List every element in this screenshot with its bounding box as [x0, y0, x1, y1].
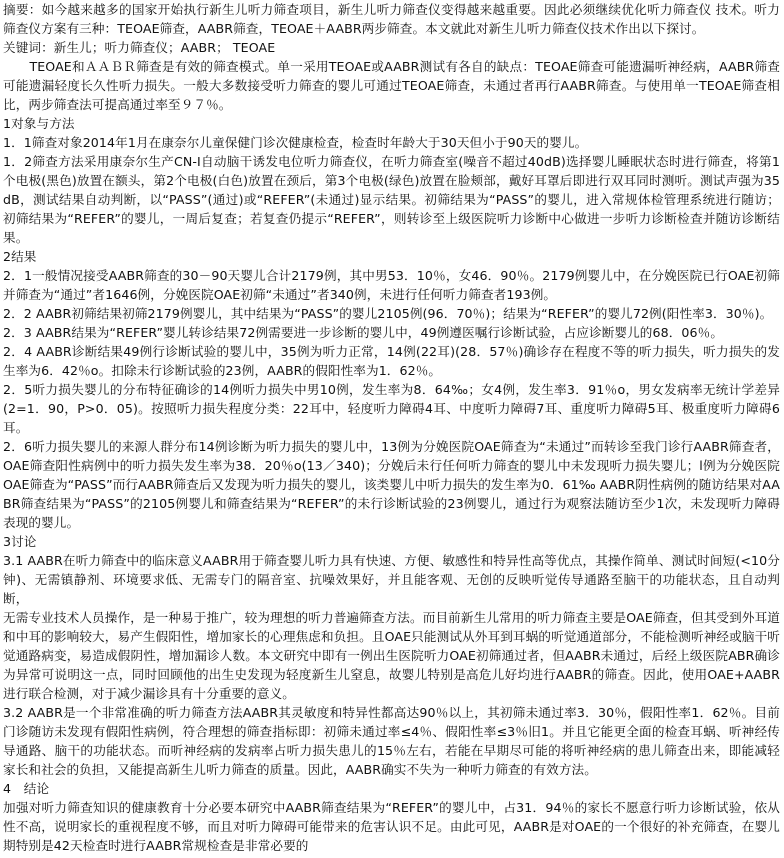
keywords-label: 关键词：: [3, 40, 54, 55]
section-heading-methods: 1对象与方法: [3, 116, 75, 131]
paragraph: 1．1筛查对象2014年1月在康奈尔儿童保健门诊次健康检查，检查时年龄大于30天但小于90天的婴儿。: [3, 135, 588, 150]
keywords: [3, 38, 780, 57]
abstract: [3, 0, 780, 38]
paragraph: 2．5听力损失婴儿的分布特征确诊的14例听力损失中男10例，发生率为8．64‰；女4例，发生率3．91％o，男女发病率无统计学差异(2=1．90，P>0．05)。按照听力损失程度分类：22耳中，轻度听力障碍4耳、中度听力障碍7耳、重度听力障碍5耳、极重度听力障碍6耳。: [3, 382, 780, 435]
paragraph: 无需专业技术人员操作，是一种易于推广，较为理想的听力普遍筛查方法。而目前新生儿常用的听力筛查主要是OAE筛查，但其受到外耳道和中耳的影响较大，易产生假阳性，增加家长的心理焦虑和负担。且OAE只能测试从外耳到耳蜗的听觉通道部分，不能检测听神经或脑干听觉通路病变，易造成假阴性，增加漏诊人数。本文研究中即有一例出生医院听力OAE初筛通过者，但AABR未通过，后经上级医院ABR确诊为异常可说明这一点，同时回顾他的出生史发现为轻度新生儿窒息，故婴儿特别是高危儿好均进行AABR的筛查。因此，使用OAE+AABR进行联合检测，对于减少漏诊具有十分重要的意义。: [3, 610, 780, 701]
intro-paragraph: TEOAE和ＡＡＢＲ筛查是有效的筛查模式。单一采用TEOAE或AABR测试有各自的缺点：TEOAE筛查可能遗漏听神经病，AABR筛查可能遗漏轻度长久性听力损失。一般大多数接受听力筛查的婴儿可通过TEOAE筛查，未通过者再行AABR筛查。与使用单一TEOAE筛查相比，两步筛查法可提高通过率至９７％。: [3, 59, 780, 112]
paragraph: 2．6听力损失婴儿的来源人群分布14例诊断为听力损失的婴儿中，13例为分娩医院OAE筛查为“未通过”而转诊至我门诊行AABR筛查者，OAE筛查阳性病例中的听力损失发生率为38．20％o(13／340)；分娩后未行任何听力筛查的婴儿中未发现听力损失婴儿；l例为分娩医院OAE筛查为“PASS”而行AABR筛查后又发现为听力损失的婴儿，该类婴儿中听力损失的发生率为0．61‰ AABR阴性病例的随访结果对AABR筛查结果为“PASS”的2105例婴儿和筛查结果为“REFER”的未行诊断试验的23例婴儿，通过行为观察法随访至少1次，未发现听力障碍表现的婴儿。: [3, 439, 780, 530]
paragraph: 3.2 AABR是一个非常准确的听力筛查方法AABR其灵敏度和特异性都高达90％以上，其初筛未通过率3．30％，假阳性率1．62％。目前门诊随访未发现有假阳性病例，符合理想的筛查指标即：初筛未通过率≤4％、假阳性率≤3％旧1。并且它能更全面的检查耳蜗、听神经传导通路、脑干的功能状态。而听神经病的发病率占听力损失患儿的15％左右，若能在早期尽可能的将听神经病的患儿筛查出来，即能减轻家长和社会的负担，又能提高新生儿听力筛查的质量。因此，AABR确实不失为一种听力筛查的有效方法。: [3, 705, 780, 777]
paragraph: 2．3 AABR结果为“REFER”婴儿转诊结果72例需要进一步诊断的婴儿中，49例遵医嘱行诊断试验，占应诊断婴儿的68．06％。: [3, 325, 724, 340]
section-heading-discussion: 3讨论: [3, 534, 37, 549]
paragraph: 1．2筛查方法采用康奈尔生产CN-I自动脑干诱发电位听力筛查仪，在听力筛查室(噪音不超过40dB)选择婴儿睡眠状态时进行筛查，将第1个电极(黑色)放置在额头，第2个电极(白色)放置在颈后，第3个电极(绿色)放置在脸颊部，戴好耳罩后即进行双耳同时测听。测试声强为35dB，测试结果自动判断，以“PASS”(通过)或“REFER”(未通过)显示结果。初筛结果为“PASS”的婴儿，进入常规体检管理系统进行随访；初筛结果为“REFER”的婴儿，一周后复查；若复查仍提示“REFER”，则转诊至上级医院听力诊断中心做进一步听力诊断检查并随访诊断结果。: [3, 154, 780, 245]
paragraph: 2．1一般情况接受AABR筛查的30－90天婴儿合计2179例，其中男53．10％，女46．90％。2179例婴儿中，在分娩医院已行OAE初筛并筛查为“通过”者1646例，分娩医院OAE初筛“未通过”者340例，未进行任何听力筛查者193例。: [3, 268, 780, 302]
keywords-text: 新生儿；听力筛查仪；AABR； TEOAE: [53, 40, 276, 55]
abstract-text: 如今越来越多的国家开始执行新生儿听力筛查项目，新生儿听力筛查仪变得越来越重要。因此必须继续优化听力筛查仪 技术。听力筛查仪方案有三种：TEOAE筛查，AABR筛查，TEOAE＋AABR两步筛查。本文就此对新生儿听力筛查仪技术作出以下探讨。: [3, 2, 780, 36]
paragraph: 加强对听力筛查知识的健康教育十分必要本研究中AABR筛查结果为“REFER”的婴儿中，占31．94％的家长不愿意行听力诊断试验，依从性不高，说明家长的重视程度不够，而且对听力障碍可能带来的危害认识不足。由此可见，AABR是对OAE的一个很好的补充筛查，在婴儿期特别是42天检查时进行AABR常规检查是非常必要的: [3, 800, 780, 853]
section-heading-results: 2结果: [3, 249, 37, 264]
paragraph: 2．2 AABR初筛结果初筛2179例婴儿，其中结果为“PASS”的婴儿2105例(96．70％)；结果为“REFER”的婴儿72例(阳性率3．30％)。: [3, 306, 773, 321]
abstract-label: 摘要：: [3, 2, 42, 17]
paragraph: 3.1 AABR在听力筛查中的临床意义AABR用于筛查婴儿听力具有快速、方便、敏感性和特异性高等优点，其操作简单、测试时间短(<10分钟)、无需镇静剂、环境要求低、无需专门的隔音室、抗噪效果好，并且能客观、无创的反映听觉传导通路至脑干的功能状态，且自动判断，: [3, 553, 780, 606]
paragraph: 2．4 AABR诊断结果49例行诊断试验的婴儿中，35例为听力正常，14例(22耳)(28．57％)确诊存在程度不等的听力损失，听力损失的发生率为6．42％o。扣除未行诊断试验的23例，AABR的假阳性率为1．62％。: [3, 344, 780, 378]
section-heading-conclusion: 4 结论: [3, 781, 50, 796]
